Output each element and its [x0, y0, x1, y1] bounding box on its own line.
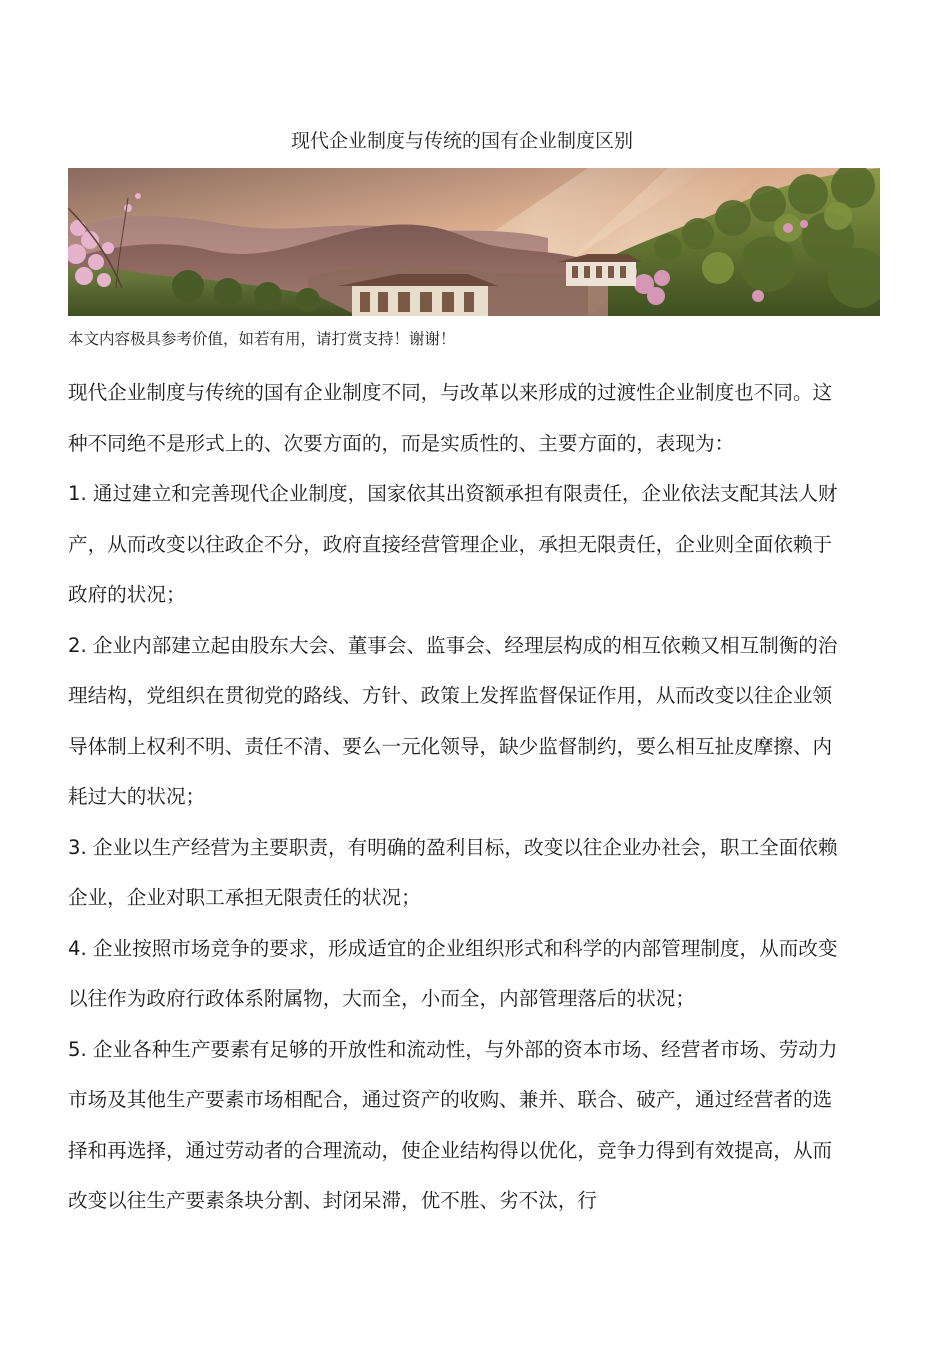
body-paragraph-3: 3. 企业以生产经营为主要职责，有明确的盈利目标，改变以往企业办社会，职工全面依赖企业，企业对职工承担无限责任的状况； [68, 835, 838, 909]
body-paragraph-1: 1. 通过建立和完善现代企业制度，国家依其出资额承担有限责任，企业依法支配其法人财产，从而改变以往政企不分，政府直接经营管理企业，承担无限责任，企业则全面依赖于政府的状况； [68, 482, 838, 606]
document-body [68, 368, 838, 1227]
body-paragraph-5: 5. 企业各种生产要素有足够的开放性和流动性，与外部的资本市场、经营者市场、劳动力市场及其他生产要素市场相配合，通过资产的收购、兼并、联合、破产，通过经营者的选择和再选择，通过劳动者的合理流动，使企业结构得以优化，竞争力得到有效提高，从而改变以往生产要素条块分割、封闭呆滞，优不胜、劣不汰，行 [68, 1037, 838, 1212]
body-paragraph-4: 4. 企业按照市场竞争的要求，形成适宜的企业组织形式和科学的内部管理制度，从而改变以往作为政府行政体系附属物，大而全，小而全，内部管理落后的状况； [68, 936, 838, 1010]
banner-landscape-illustration [68, 168, 880, 316]
support-notice: 本文内容极具参考价值，如若有用，请打赏支持！谢谢！ [68, 330, 456, 348]
banner-image [68, 168, 880, 316]
body-paragraph-2: 2. 企业内部建立起由股东大会、董事会、监事会、经理层构成的相互依赖又相互制衡的治理结构，党组织在贯彻党的路线、方针、政策上发挥监督保证作用，从而改变以往企业领导体制上权利不明、责任不清、要么一元化领导，缺少监督制约，要么相互扯皮摩擦、内耗过大的状况； [68, 633, 838, 808]
document-title: 现代企业制度与传统的国有企业制度区别 [290, 130, 633, 152]
body-paragraph-intro: 现代企业制度与传统的国有企业制度不同，与改革以来形成的过渡性企业制度也不同。这种不同绝不是形式上的、次要方面的，而是实质性的、主要方面的，表现为： [68, 381, 833, 455]
